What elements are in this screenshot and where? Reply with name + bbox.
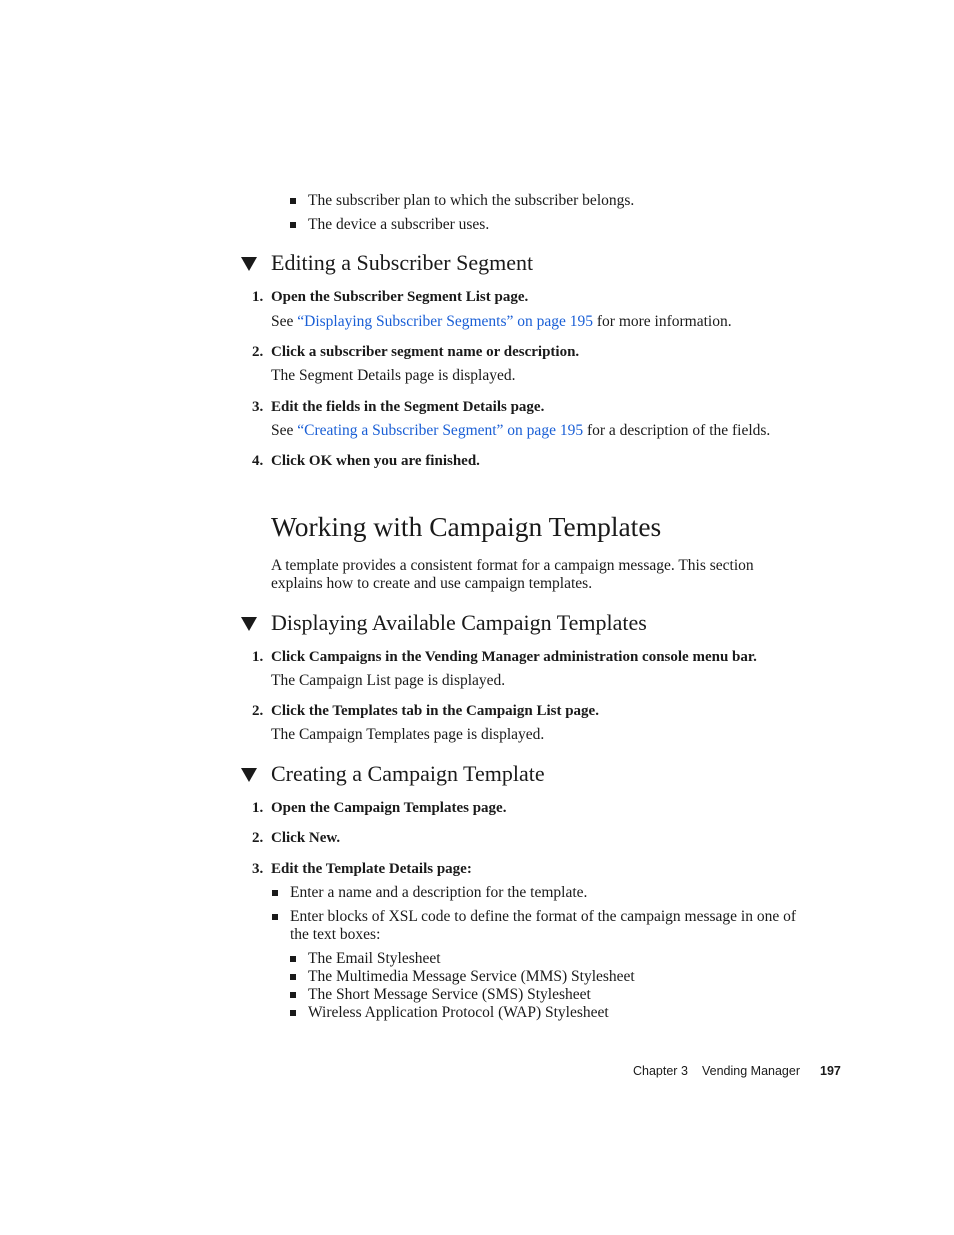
section-intro: explains how to create and use campaign templates. xyxy=(271,575,593,592)
cross-reference-link[interactable]: “Creating a Subscriber Segment” on page 195 xyxy=(297,422,584,439)
step-detail: See “Creating a Subscriber Segment” on page 195 for a description of the fields. xyxy=(271,422,771,439)
heading-creating-template: Creating a Campaign Template xyxy=(271,761,545,786)
step-number: 4. xyxy=(252,453,264,469)
bullet-marker xyxy=(272,890,278,896)
step-number: 3. xyxy=(252,399,264,415)
top-bullet-2: The device a subscriber uses. xyxy=(308,216,490,233)
step-number: 1. xyxy=(252,289,264,305)
step-text: Click a subscriber segment name or description. xyxy=(271,344,580,360)
bullet-item-continuation: the text boxes: xyxy=(290,926,381,943)
heading-editing-segment: Editing a Subscriber Segment xyxy=(271,250,534,275)
footer-title: Vending Manager xyxy=(702,1064,800,1078)
step-text: Open the Campaign Templates page. xyxy=(271,800,507,816)
step-detail: The Campaign List page is displayed. xyxy=(271,672,506,689)
sub-bullet-item: Wireless Application Protocol (WAP) Stylesheet xyxy=(308,1004,609,1021)
procedure-triangle-icon xyxy=(241,257,257,271)
bullet-item: Enter a name and a description for the template. xyxy=(290,884,588,901)
step-number: 1. xyxy=(252,800,264,816)
bullet-marker xyxy=(290,956,296,962)
step-number: 2. xyxy=(252,344,264,360)
step-detail: The Segment Details page is displayed. xyxy=(271,367,516,384)
bullet-marker xyxy=(290,222,296,228)
sub-bullet-item: The Short Message Service (SMS) Stylesheet xyxy=(308,986,591,1003)
bullet-marker xyxy=(290,992,296,998)
bullet-marker xyxy=(290,974,296,980)
step-number: 2. xyxy=(252,830,264,846)
step-text: Click Campaigns in the Vending Manager administration console menu bar. xyxy=(271,649,757,665)
step-text: Click New. xyxy=(271,830,341,846)
step-text: Click the Templates tab in the Campaign List page. xyxy=(271,703,599,719)
procedure-triangle-icon xyxy=(241,617,257,631)
step-number: 1. xyxy=(252,649,264,665)
section-title: Working with Campaign Templates xyxy=(271,511,662,542)
bullet-marker xyxy=(290,1010,296,1016)
footer-chapter: Chapter 3 xyxy=(633,1064,688,1078)
step-text: Edit the Template Details page: xyxy=(271,861,472,877)
step-text: Edit the fields in the Segment Details page. xyxy=(271,399,545,415)
page-number: 197 xyxy=(820,1064,841,1078)
bullet-marker xyxy=(290,198,296,204)
step-text: Open the Subscriber Segment List page. xyxy=(271,289,529,305)
sub-bullet-item: The Email Stylesheet xyxy=(308,950,441,967)
sub-bullet-item: The Multimedia Message Service (MMS) Stylesheet xyxy=(308,968,635,985)
cross-reference-link[interactable]: “Displaying Subscriber Segments” on page 195 xyxy=(297,313,593,330)
heading-displaying-templates: Displaying Available Campaign Templates xyxy=(271,610,647,635)
step-detail: See “Displaying Subscriber Segments” on page 195 for more information. xyxy=(271,313,732,330)
step-detail: The Campaign Templates page is displayed. xyxy=(271,726,545,743)
section-intro: A template provides a consistent format for a campaign message. This section xyxy=(271,557,754,574)
step-number: 2. xyxy=(252,703,264,719)
step-text: Click OK when you are finished. xyxy=(271,453,480,469)
top-bullet-1: The subscriber plan to which the subscriber belongs. xyxy=(308,192,635,209)
step-number: 3. xyxy=(252,861,264,877)
bullet-marker xyxy=(272,914,278,920)
bullet-item: Enter blocks of XSL code to define the format of the campaign message in one of xyxy=(290,908,797,925)
procedure-triangle-icon xyxy=(241,768,257,782)
